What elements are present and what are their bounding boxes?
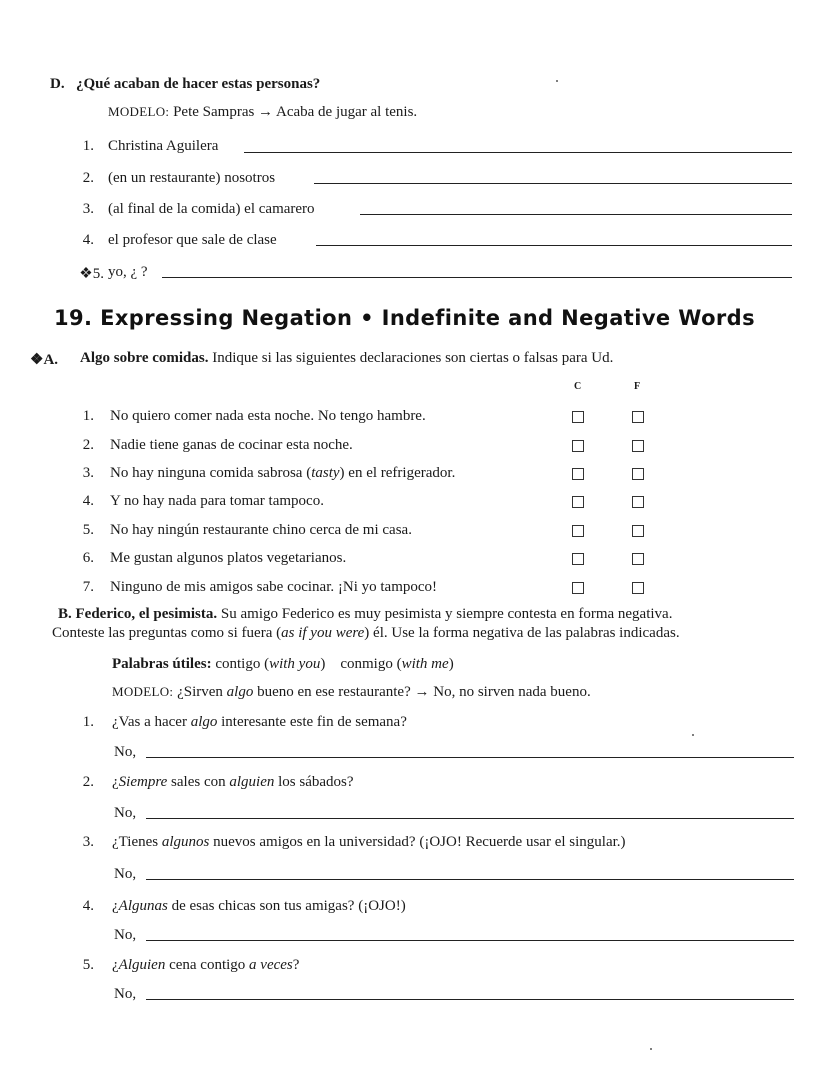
a-item-3-cierto-checkbox[interactable]	[572, 468, 584, 480]
modelo-label: MODELO:	[108, 104, 170, 119]
a-item-3-text-pre: No hay ninguna comida sabrosa (	[110, 465, 312, 481]
b-item-4-answer-prefix: No,	[114, 927, 137, 943]
a-item-6-cierto-checkbox[interactable]	[572, 553, 584, 565]
a-item-1-falso-checkbox[interactable]	[632, 411, 644, 423]
a-item-1-number: 1.	[82, 408, 94, 424]
b-item-3-question: ¿Tienes algunos nuevos amigos en la universidad? (¡OJO! Recuerde usar el singular.)	[112, 834, 626, 850]
a-item-2-falso-checkbox[interactable]	[632, 440, 644, 452]
a-item-7-falso-checkbox[interactable]	[632, 582, 644, 594]
b-item-5-number: 5.	[82, 957, 94, 973]
b-item-1-answer-prefix: No,	[114, 744, 137, 760]
a-item-4-cierto-checkbox[interactable]	[572, 496, 584, 508]
b-item-3-number: 3.	[82, 834, 94, 850]
a-item-2-cierto-checkbox[interactable]	[572, 440, 584, 452]
a-item-3-number: 3.	[82, 465, 94, 481]
d-item-5-text: yo, ¿ ?	[108, 264, 148, 280]
b-item-1-answer-line[interactable]	[146, 757, 794, 758]
section-a-instructions: Indique si las siguientes declaraciones son ciertas o falsas para Ud.	[212, 350, 614, 366]
a-item-3-falso-checkbox[interactable]	[632, 468, 644, 480]
section-d-letter: D.	[50, 76, 65, 92]
section-b-title: Federico, el pesimista.	[75, 606, 218, 622]
section-b-modelo-label: MODELO:	[112, 684, 174, 699]
palabras-utiles	[112, 656, 454, 673]
section-a-heading	[80, 350, 613, 367]
modelo-text: Pete Sampras → Acaba de jugar al tenis.	[173, 104, 418, 120]
a-item-6-falso-checkbox[interactable]	[632, 553, 644, 565]
a-item-5-number: 5.	[82, 522, 94, 538]
d-item-4-text: el profesor que sale de clase	[108, 232, 277, 248]
a-item-5-falso-checkbox[interactable]	[632, 525, 644, 537]
section-19-heading: 19. Expressing Negation • Indefinite and Negative Words	[54, 306, 756, 330]
palabras-conmigo: conmigo (with me)	[340, 656, 454, 672]
a-item-6-number: 6.	[82, 550, 94, 566]
a-item-4-text: Y no hay nada para tomar tampoco.	[110, 493, 324, 509]
d-item-2-number: 2.	[82, 170, 94, 186]
a-item-6-text: Me gustan algunos platos vegetarianos.	[110, 550, 347, 566]
b-item-4-number: 4.	[82, 898, 94, 914]
a-item-5-text: No hay ningún restaurante chino cerca de mi casa.	[110, 522, 412, 538]
section-a-letter: ❖A.	[30, 352, 59, 368]
a-item-2-text: Nadie tiene ganas de cocinar esta noche.	[110, 437, 353, 453]
a-item-4-falso-checkbox[interactable]	[632, 496, 644, 508]
section-b-instructions-1: Su amigo Federico es muy pesimista y siempre contesta en forma negativa.	[220, 606, 673, 622]
section-b-instr2-em: as if you were	[281, 625, 365, 641]
d-item-1-answer-line[interactable]	[244, 152, 792, 153]
section-b-letter: B.	[58, 606, 72, 622]
b-item-5-answer-line[interactable]	[146, 999, 794, 1000]
a-item-7-cierto-checkbox[interactable]	[572, 582, 584, 594]
b-item-5-question: ¿Alguien cena contigo a veces?	[112, 957, 300, 973]
b-item-2-answer-prefix: No,	[114, 805, 137, 821]
b-item-1-number: 1.	[82, 714, 94, 730]
section-a-title: Algo sobre comidas.	[80, 350, 209, 366]
a-item-7-text: Ninguno de mis amigos sabe cocinar. ¡Ni yo tampoco!	[110, 579, 438, 595]
scan-speck	[692, 734, 694, 736]
b-item-3-answer-line[interactable]	[146, 879, 794, 880]
a-item-1-cierto-checkbox[interactable]	[572, 411, 584, 423]
section-b-heading	[58, 606, 672, 623]
d-item-1-number: 1.	[82, 138, 94, 154]
d-item-3-text: (al final de la comida) el camarero	[108, 201, 315, 217]
a-item-5-cierto-checkbox[interactable]	[572, 525, 584, 537]
a-item-3-text	[110, 465, 455, 482]
d-item-4-number: 4.	[82, 232, 94, 248]
d-item-2-text: (en un restaurante) nosotros	[108, 170, 276, 186]
scan-speck	[650, 1048, 652, 1050]
d-item-5-number: ❖5.	[79, 266, 104, 282]
section-b-instructions-2	[52, 625, 680, 642]
b-item-5-answer-prefix: No,	[114, 986, 137, 1002]
b-item-1-question: ¿Vas a hacer algo interesante este fin de semana?	[112, 714, 407, 730]
d-item-1-text: Christina Aguilera	[108, 138, 219, 154]
section-d-title: ¿Qué acaban de hacer estas personas?	[76, 76, 321, 92]
scan-speck	[556, 80, 558, 82]
b-item-2-number: 2.	[82, 774, 94, 790]
d-item-3-answer-line[interactable]	[360, 214, 792, 215]
a-item-3-text-em: tasty	[311, 465, 340, 481]
section-d-modelo	[108, 104, 417, 121]
d-item-4-answer-line[interactable]	[316, 245, 792, 246]
section-b-instr2-pre: Conteste las preguntas como si fuera (	[52, 625, 282, 641]
b-item-3-answer-prefix: No,	[114, 866, 137, 882]
section-b-modelo	[112, 684, 591, 701]
b-item-4-question: ¿Algunas de esas chicas son tus amigas? (¡OJO!)	[112, 898, 406, 914]
a-item-1-text: No quiero comer nada esta noche. No tengo hambre.	[110, 408, 426, 424]
column-c-header: C	[574, 381, 582, 392]
section-b-instr2-post: ) él. Use la forma negativa de las palabras indicadas.	[364, 625, 680, 641]
a-item-2-number: 2.	[82, 437, 94, 453]
a-item-4-number: 4.	[82, 493, 94, 509]
palabras-utiles-label: Palabras útiles:	[112, 656, 212, 672]
d-item-3-number: 3.	[82, 201, 94, 217]
section-b-modelo-text: ¿Sirven algo bueno en ese restaurante? → No, no sirven nada bueno.	[177, 684, 591, 700]
d-item-5-answer-line[interactable]	[162, 277, 792, 278]
palabras-contigo: contigo (with you)	[215, 656, 326, 672]
d-item-2-answer-line[interactable]	[314, 183, 792, 184]
a-item-7-number: 7.	[82, 579, 94, 595]
b-item-2-answer-line[interactable]	[146, 818, 794, 819]
b-item-2-question: ¿Siempre sales con alguien los sábados?	[112, 774, 354, 790]
a-item-3-text-post: ) en el refrigerador.	[339, 465, 456, 481]
column-f-header: F	[634, 381, 641, 392]
b-item-4-answer-line[interactable]	[146, 940, 794, 941]
